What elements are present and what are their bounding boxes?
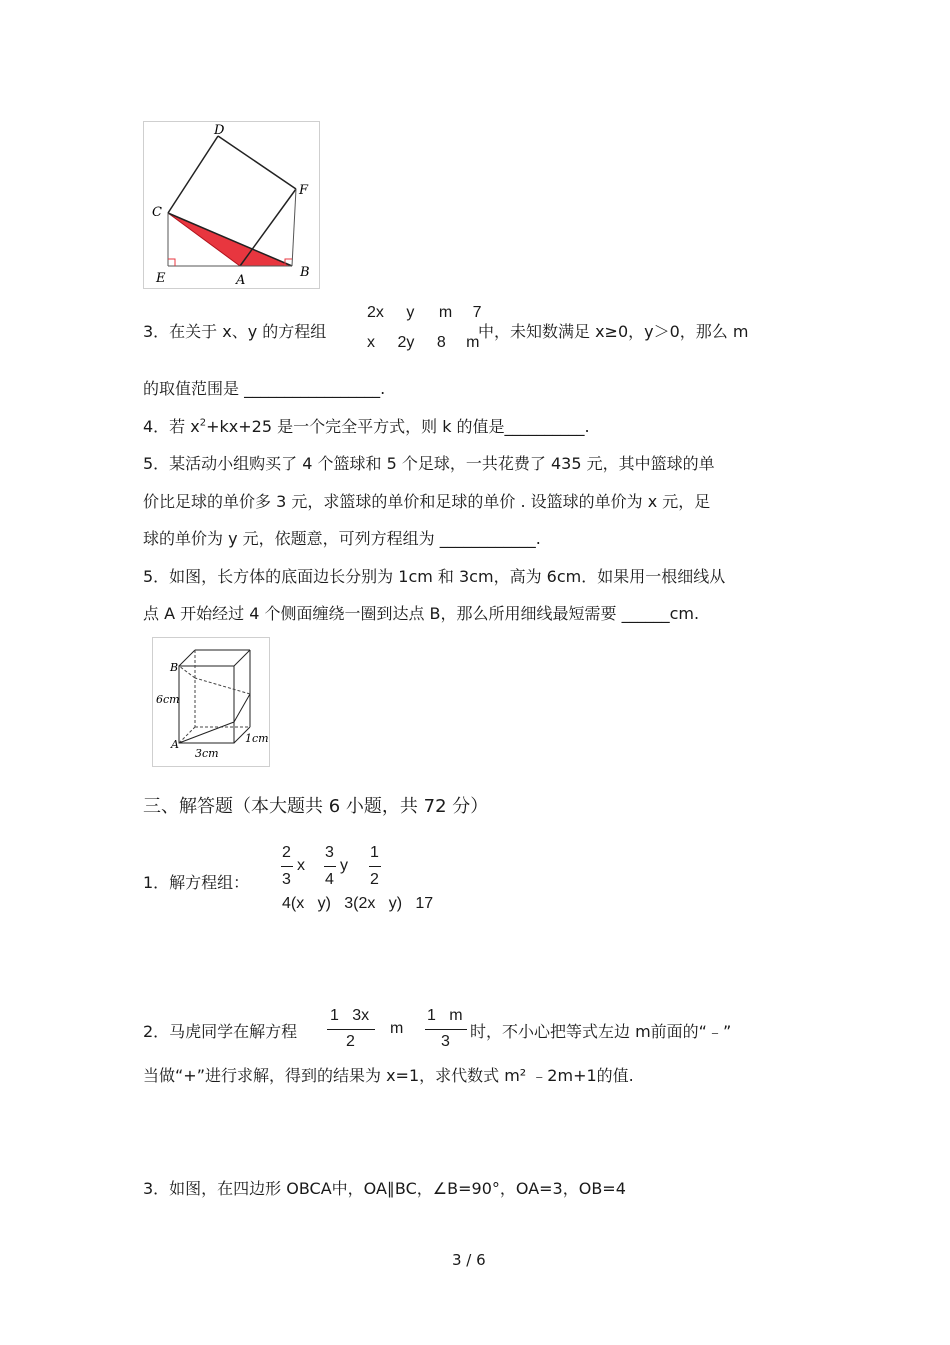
q3-eq2-term4: m [466, 334, 480, 351]
s3q2-f2-bar [425, 1029, 467, 1030]
cuboid-label-height: 6cm [156, 693, 180, 706]
page-number: 3 / 6 [452, 1251, 486, 1269]
q5a-line1: 5．某活动小组购买了 4 个篮球和 5 个足球，一共花费了 435 元，其中篮球的单 [143, 454, 715, 473]
s3q1-f1-bar [281, 866, 293, 867]
s3q1-f3-num: 1 [370, 844, 379, 861]
label-A: A [236, 273, 246, 288]
s3q1-prefix: 1．解方程组： [143, 873, 250, 892]
q3-eq2-term2: 2y [397, 334, 415, 351]
section3-title: 三、解答题（本大题共 6 小题，共 72 分） [143, 796, 489, 817]
s3q1-x: x [297, 857, 305, 874]
edge-DC [168, 136, 218, 213]
s3q2-line2: 当做“+”进行求解，得到的结果为 x=1，求代数式 m² ﹣2m+1的值. [143, 1066, 634, 1085]
q3-system-eq1 [367, 304, 482, 322]
thread-side [234, 694, 250, 722]
s3q1-f2-num: 3 [325, 844, 334, 861]
edge-DF [218, 136, 296, 189]
thread-back [195, 678, 250, 694]
q3-suffix: 中，未知数满足 x≥0，y＞0，那么 m [478, 322, 749, 341]
figure-cuboid-svg [153, 638, 269, 766]
s3q2-f1-den: 2 [346, 1033, 355, 1050]
thread-back-left [179, 666, 195, 678]
q5a-line2: 价比足球的单价多 3 元，求篮球的单价和足球的单价 . 设篮球的单价为 x 元，足 [143, 492, 711, 511]
figure-square-triangle [143, 121, 320, 289]
label-B: B [300, 265, 310, 280]
s3q2-f1-bar [327, 1029, 375, 1030]
q5b-line1: 5．如图，长方体的底面边长分别为 1cm 和 3cm，高为 6cm．如果用一根细线从 [143, 567, 726, 586]
s3q2-f2-num: 1 m [427, 1007, 463, 1024]
q5b-line2: 点 A 开始经过 4 个侧面缠绕一圈到达点 B，那么所用细线最短需要 ______cm. [143, 604, 700, 623]
q4-sup: 2 [199, 417, 207, 429]
edge-FA [240, 189, 296, 266]
s3q1-f1-num: 2 [282, 844, 291, 861]
q3-eq1-term3: m [438, 304, 453, 321]
q4-text-a: 4．若 x [143, 417, 200, 436]
figure-cuboid [152, 637, 270, 767]
s3q1-eq2: 4(x y) 3(2x y) 17 [282, 895, 434, 912]
label-E: E [156, 271, 166, 286]
label-F: F [299, 183, 309, 198]
s3q2-f1-num: 1 3x [330, 1007, 370, 1024]
right-angle-E [168, 259, 175, 266]
q3-prefix: 3．在关于 x、y 的方程组 [143, 322, 327, 341]
s3q3-text: 3．如图，在四边形 OBCA中，OA∥BC，∠B=90°，OA=3，OB=4 [143, 1179, 626, 1198]
s3q2-f2-den: 3 [441, 1033, 450, 1050]
cuboid-label-B: B [170, 661, 179, 674]
cuboid-hidden-bottom-left [179, 727, 195, 743]
q3-eq2-term1: x [367, 334, 375, 351]
s3q1-f1-den: 3 [282, 871, 291, 888]
s3q2-suffix: 时，不小心把等式左边 m前面的“﹣” [470, 1022, 732, 1041]
cuboid-edge-top-left [179, 650, 195, 666]
s3q1-f3-den: 2 [370, 871, 379, 888]
q4-text [143, 414, 590, 437]
q5a-line3: 球的单价为 y 元，依题意，可列方程组为 ____________. [143, 529, 541, 548]
s3q1-f3-bar [369, 866, 381, 867]
thread-front [179, 722, 234, 743]
q3-eq1-term1: 2x [367, 304, 384, 321]
cuboid-label-width: 3cm [195, 747, 219, 760]
s3q1-y: y [340, 857, 348, 874]
cuboid-label-depth: 1cm [245, 732, 269, 745]
edge-BF [292, 189, 296, 266]
q3-eq1-term4: 7 [472, 304, 482, 321]
s3q1-f2-bar [324, 866, 336, 867]
figure-square-triangle-svg [144, 122, 319, 288]
label-C: C [152, 205, 162, 220]
cuboid-edge-top-right [234, 650, 250, 666]
cuboid-front-face [179, 666, 234, 743]
s3q1-f2-den: 4 [325, 871, 334, 888]
q3-system-eq2 [367, 334, 480, 352]
cuboid-label-A: A [171, 738, 179, 751]
label-D: D [214, 123, 225, 138]
q3-line2: 的取值范围是 _________________. [143, 379, 386, 398]
s3q2-prefix: 2．马虎同学在解方程 [143, 1022, 298, 1041]
q3-eq1-term2: y [406, 304, 415, 321]
s3q2-m: m [390, 1020, 404, 1037]
q4-text-b: +kx+25 是一个完全平方式，则 k 的值是__________. [206, 417, 590, 436]
q3-eq2-term3: 8 [436, 334, 446, 351]
